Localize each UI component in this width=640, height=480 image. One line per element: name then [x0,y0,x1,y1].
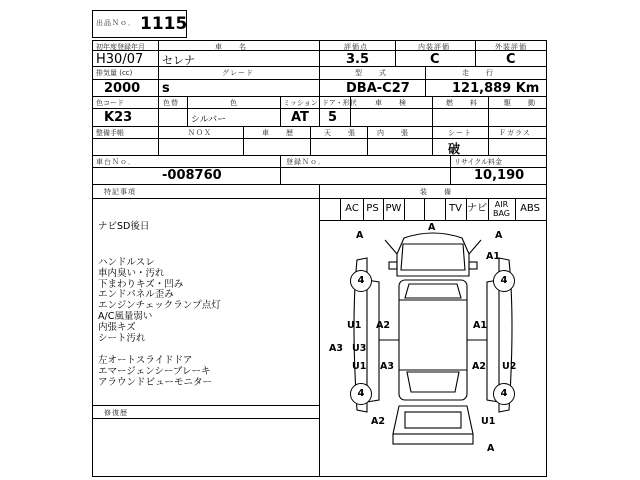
damage-mark: A3 [380,361,394,372]
equipment-abs: ABS [520,203,540,214]
interior-grade: C [430,52,440,67]
sunroof-label: 天 張 [324,129,356,137]
divider [92,418,319,419]
first-registration-year: H30/07 [96,52,144,67]
damage-mark: A [356,230,364,241]
history-label: 車 歴 [262,129,294,137]
drive-label: 駆 動 [504,99,536,107]
color-change-label: 色替 [163,99,179,107]
lot-number-label: 出品Ｎｏ． [96,19,136,27]
remarks-item: エマージェンシーブレーキ [98,365,211,377]
remarks-item: シート汚れ [98,332,146,344]
equipment-navi: ナビ [466,198,489,220]
rear-bumper-icon [393,434,473,444]
damage-mark: U2 [502,361,517,372]
right-mirror-icon [469,262,477,269]
left-mirror-icon [389,262,397,269]
rear-glass-icon [407,372,459,392]
equipment-pw: PW [383,198,405,220]
front-glass-label: Ｆガラス [499,129,531,137]
damage-mark: U1 [481,416,496,427]
damage-mark: A2 [371,416,385,427]
color-label: 色 [230,99,238,107]
mileage: 121,889 Km [452,81,540,96]
damage-mark: U3 [352,343,367,354]
tire-rear-left: 4 [350,383,372,405]
grade-label: グレード [222,69,254,77]
remarks-item: A/C風量弱い [98,310,153,322]
front-glass-icon [405,284,461,298]
windshield-icon [401,244,465,270]
damage-mark: A [428,222,436,233]
remarks-item: 下まわりキズ・凹み [98,278,184,290]
interior-grade-label: 内装評価 [418,43,450,51]
doors-label: ドア・形状 [322,99,357,107]
maintenance-book-label: 整備手帳 [96,129,124,137]
equipment-airbag: AIR BAG [488,198,516,220]
seat-label: シート [448,129,472,137]
evaluation-score: 3.5 [346,52,370,67]
registration-number-label: 登録Ｎｏ． [286,158,326,166]
tailgate-icon [405,412,461,428]
recycle-fee: 10,190 [474,168,525,183]
damage-mark: A [495,230,503,241]
exterior-grade-label: 外装評価 [495,43,527,51]
car-name-label: 車 名 [215,43,247,51]
damage-mark: A2 [376,320,390,331]
guide-line [385,240,397,254]
recycle-fee-label: リサイクル料金 [454,158,503,166]
model-code-label: 型 式 [355,69,387,77]
equipment-ps: PS [362,198,384,220]
mileage-label: 走 行 [462,69,494,77]
year-label: 初年度登録年月 [96,43,145,51]
lining-condition: 破 [448,142,461,156]
roof-line [399,300,467,370]
remarks-item: アラウンドビューモニター [98,376,213,388]
car-name: セレナ [162,54,195,67]
damage-mark: A1 [473,320,487,331]
lot-number: 1115 [140,14,188,34]
lining-label: 内 張 [377,129,409,137]
divider [92,405,319,406]
transmission-label: ミッション [283,99,318,107]
damage-mark: A1 [486,251,500,262]
divider [92,126,547,127]
equipment-label: 装 備 [420,188,452,196]
divider [92,138,547,139]
damage-mark: U1 [352,361,367,372]
door-count: 5 [328,110,338,125]
remarks-list [98,258,221,344]
equipment-ac: AC [340,198,364,220]
remarks-line: ナビSD後日 [98,221,150,232]
fuel-label: 燃 料 [446,99,478,107]
damage-mark: A [487,443,495,454]
color-code: K23 [104,110,133,125]
divider [92,155,547,156]
tire-front-left: 4 [350,270,372,292]
remarks-item: 内張キズ [98,321,136,333]
inspection-label: 車 検 [375,99,407,107]
remarks-list-2 [98,356,212,388]
remarks-item: ハンドルスレ [98,257,155,268]
guide-line [469,240,481,254]
remarks-label: 特記事項 [104,188,136,196]
exterior-grade: C [506,52,516,67]
equipment-tv: TV [445,198,467,220]
displacement-label: 排気量 (cc) [96,69,133,77]
score-label: 評価点 [344,43,368,51]
equipment-blank-1 [404,198,425,220]
tire-front-right: 4 [493,270,515,292]
grade: s [162,81,170,96]
remarks-item: エンドパネル歪み [98,289,174,301]
displacement: 2000 [104,81,141,96]
tire-rear-right: 4 [493,383,515,405]
remarks-item: 車内臭い・汚れ [98,267,165,279]
damage-mark: U1 [347,320,362,331]
remarks-item: 左オートスライドドア [98,355,193,366]
damage-mark: A3 [329,343,343,354]
left-door-line [367,280,379,402]
equipment-blank-2 [424,198,446,220]
transmission: AT [291,110,309,125]
body-color: シルバー [191,115,227,125]
remarks-item: エンジンチェックランプ点灯 [98,300,221,312]
chassis-number: -008760 [162,168,222,183]
damage-mark: A2 [472,361,486,372]
nox-label: ＮＯＸ [188,129,212,137]
repair-history-label: 修復歴 [104,409,128,417]
model-code: DBA-C27 [346,81,410,96]
chassis-number-label: 車台Ｎｏ． [96,158,136,166]
color-code-label: 色コード [96,99,124,107]
